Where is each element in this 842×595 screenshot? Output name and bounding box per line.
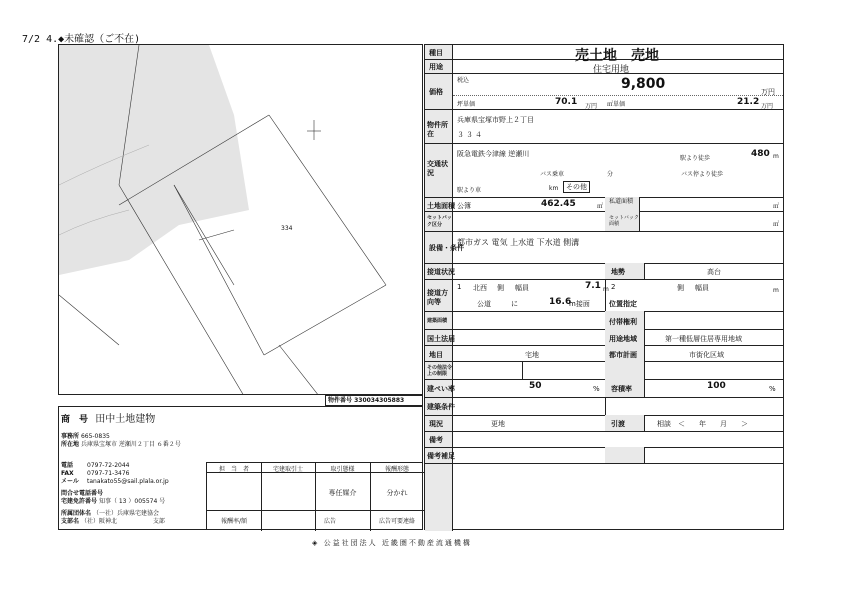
- contact-details: [61, 462, 169, 486]
- road2-width-label: 幅員: [695, 284, 709, 292]
- from-station: 駅より車: [457, 187, 482, 194]
- mail-value: tanakato55@sail.plala.or.jp: [87, 478, 169, 485]
- label-national-law: 国土法届: [427, 335, 455, 343]
- setback-area-label: セットバック面積: [609, 215, 639, 227]
- m2-unit: 万円: [761, 103, 774, 110]
- property-number-value: 330034305883: [354, 397, 405, 404]
- use-district-value: 第一種低層住居専用地域: [665, 335, 742, 343]
- road1-m: m: [603, 286, 609, 293]
- trade-name-row: [61, 410, 155, 425]
- label-road-status: 接道状況: [427, 268, 455, 276]
- office-label: 事務所: [61, 433, 80, 440]
- position-label: 位置指定: [609, 300, 637, 308]
- location-line2: ３３４: [457, 131, 484, 139]
- label-location: 物件所在: [427, 121, 448, 138]
- delivery-label: 引渡: [611, 420, 625, 428]
- tel-value: 0797-72-2044: [87, 462, 130, 469]
- terrain-value: 高台: [707, 268, 721, 276]
- km-unit: km: [549, 185, 559, 192]
- fee-rate-label: 報酬率/額: [220, 518, 248, 525]
- phone2-label: 問合せ電話番号: [61, 490, 104, 497]
- mail-label: メール: [61, 478, 79, 485]
- branch-suffix: 支部: [152, 518, 165, 525]
- footer: [312, 538, 472, 548]
- site-map: [59, 45, 423, 395]
- road1-no: 1: [457, 283, 462, 291]
- trade-label: 商 号: [61, 415, 89, 425]
- map-panel: [58, 44, 423, 395]
- public-road: 公道: [477, 300, 491, 308]
- m2-label: ㎡単価: [607, 101, 626, 108]
- price-sub: 税込: [457, 77, 470, 84]
- address-label: 所在地: [61, 441, 80, 448]
- label-land: 土地面積: [427, 202, 455, 210]
- license-details: [61, 490, 165, 506]
- m2-value: 21.2: [737, 97, 760, 107]
- tel-label: 電話: [61, 462, 74, 469]
- label-road-direction: 接道方向等: [427, 289, 448, 306]
- tsubo-unit: 万円: [585, 103, 598, 110]
- build-ratio-value: 50: [529, 381, 542, 391]
- license-value: 知事（ 13 ）005574 号: [98, 498, 166, 505]
- company-address: 兵庫県宝塚市 逆瀬川２丁目 ６番２号: [80, 441, 181, 448]
- fax-value: 0797-71-3476: [87, 470, 130, 477]
- walk-value: 480: [751, 149, 770, 159]
- group-details: [61, 510, 165, 526]
- far-label: 容積率: [611, 385, 632, 393]
- use-value: 住宅用地: [593, 65, 630, 75]
- delivery-value: 相談 ＜ 年 月 ＞: [657, 420, 748, 428]
- branch-value: （社）阪神北: [80, 518, 117, 525]
- license-label: 宅建免許番号: [61, 498, 98, 505]
- tsubo-value: 70.1: [555, 97, 578, 107]
- postal-code: 665-0835: [80, 433, 110, 440]
- role-header-broker: 宅建取引士: [272, 466, 303, 473]
- header-date: 7/2: [22, 34, 41, 45]
- label-build-area: 建築面積: [427, 318, 448, 324]
- use-district-label: 用途地域: [609, 335, 637, 343]
- role-header-mode: 取引態様: [330, 466, 355, 473]
- label-type: 種目: [429, 49, 443, 57]
- land-kind: 公簿: [457, 202, 471, 210]
- land-area: 462.45: [541, 199, 576, 209]
- ad-value: 広告可要連絡: [378, 518, 415, 525]
- fax-label: FAX: [61, 470, 74, 477]
- road1-dir: 北西: [473, 284, 487, 292]
- city-plan-label: 都市計画: [609, 351, 637, 359]
- frontage-value: 16.6: [549, 297, 572, 307]
- bus-min: 分: [607, 171, 614, 178]
- label-conditions: 建築条件: [427, 403, 455, 411]
- status-value: 更地: [491, 420, 505, 428]
- label-setback: セットバック区分: [427, 215, 452, 228]
- road2-no: 2: [611, 283, 616, 291]
- train-line: 阪急電鉄今津線 逆瀬川: [457, 150, 530, 158]
- role-header-agent: 担 当 者: [218, 466, 249, 473]
- label-status: 現況: [429, 420, 443, 428]
- build-ratio-pct: %: [593, 385, 600, 393]
- frontage-unit: m接面: [569, 300, 590, 308]
- fee-type: 分かれ: [386, 489, 408, 497]
- public-road-ni: に: [511, 300, 518, 308]
- facility-value: 都市ガス 電気 上水道 下水道 側溝: [457, 238, 580, 247]
- ad-label: 広告: [323, 518, 336, 525]
- label-remarks: 備考: [429, 436, 443, 444]
- label-remarks2: 備考補足: [427, 452, 455, 460]
- price-unit: 万円: [761, 88, 775, 96]
- road1-width: 7.1: [585, 281, 601, 291]
- far-value: 100: [707, 381, 726, 391]
- page-header: [22, 30, 140, 45]
- footer-logo-icon: ◈: [312, 539, 320, 547]
- tsubo-label: 坪単価: [457, 101, 476, 108]
- spec-table: [424, 44, 784, 530]
- role-table: [206, 462, 423, 530]
- label-build-ratio: 建ぺい率: [427, 385, 455, 393]
- road2-side: 側: [677, 284, 684, 292]
- far-pct: %: [769, 385, 776, 393]
- company-details: [61, 433, 181, 449]
- property-number-label: 物件番号: [328, 397, 353, 404]
- label-use: 用途: [429, 63, 443, 71]
- header-status: 4.◆未確認（ご不在): [46, 34, 141, 45]
- price-value: 9,800: [621, 76, 666, 92]
- label-chimoku: 地目: [429, 351, 443, 359]
- chimoku-value: 宅地: [525, 351, 539, 359]
- bus-label: バス乗車: [540, 171, 565, 178]
- setback-sqm: ㎡: [773, 221, 780, 228]
- trade-name: 田中土地建物: [95, 414, 156, 425]
- footer-org: 公益社団法人 近畿圏不動産流通機構: [323, 539, 472, 547]
- property-number-box: [325, 395, 423, 406]
- type-value: 売土地 売地: [575, 48, 659, 64]
- label-price: 価格: [429, 88, 443, 96]
- location-line1: 兵庫県宝塚市野上２丁目: [457, 116, 534, 124]
- role-header-fee: 報酬形態: [384, 466, 409, 473]
- road1-width-label: 幅員: [515, 284, 529, 292]
- group-label: 所属団体名: [61, 510, 92, 517]
- private-road-sqm: ㎡: [773, 203, 780, 210]
- road2-m: m: [773, 287, 779, 294]
- other-label: その他: [563, 181, 590, 193]
- land-sqm: ㎡: [597, 203, 604, 210]
- terrain-label: 地勢: [611, 268, 625, 276]
- label-traffic: 交通状況: [427, 160, 448, 177]
- area-restriction-label: 付帯権利: [609, 318, 637, 326]
- label-other-law: その他法令上の制限: [427, 365, 453, 377]
- walk-unit: m: [773, 153, 779, 160]
- city-plan-value: 市街化区域: [689, 351, 724, 359]
- road1-side: 側: [497, 284, 504, 292]
- walk-label: 駅より徒歩: [680, 155, 711, 162]
- label-facility: 設備・条件: [429, 244, 464, 252]
- branch-label: 支部名: [61, 518, 80, 525]
- lot-number: 334: [281, 225, 293, 232]
- bus-stop-label: バス停より徒歩: [681, 171, 724, 178]
- transaction-mode: 専任媒介: [328, 489, 357, 497]
- private-road-label: 私道面積: [609, 198, 634, 205]
- group-value: （一社）兵庫県宅建協会: [92, 510, 159, 517]
